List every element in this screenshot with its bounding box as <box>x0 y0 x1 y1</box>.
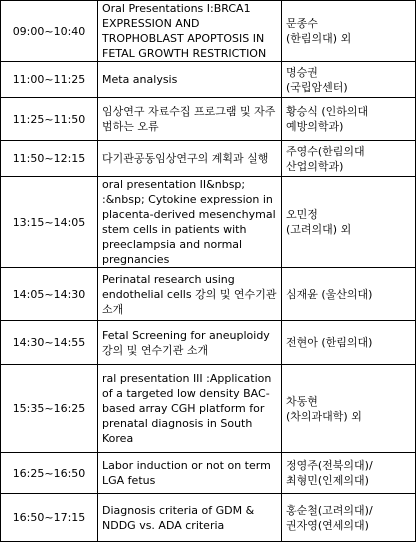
time-text: 11:00~11:25 <box>12 73 86 86</box>
time-text: 15:35~16:25 <box>12 402 86 415</box>
speaker-text: 차동현 (차의과대학) 외 <box>286 394 362 423</box>
time-text: 11:25~11:50 <box>12 112 86 126</box>
time-cell <box>1 141 98 177</box>
speaker-cell <box>282 98 416 141</box>
speaker-cell <box>282 453 416 494</box>
title-cell <box>98 494 282 542</box>
table-row <box>1 98 416 141</box>
time-text: 14:30~14:55 <box>12 336 86 349</box>
time-cell <box>1 494 98 542</box>
title-cell <box>98 453 282 494</box>
table-row <box>1 1 416 62</box>
title-cell <box>98 1 282 62</box>
speaker-cell <box>282 62 416 98</box>
table-row <box>1 141 416 177</box>
time-text: 16:50~17:15 <box>12 511 86 524</box>
title-text: oral presentation II&nbsp; :&nbsp; Cytokine expression in placenta-derived mesenchymal stem cells in patients with preeclampsia and normal pregnancies <box>102 178 276 266</box>
speaker-cell <box>282 268 416 321</box>
speaker-cell <box>282 365 416 453</box>
time-text: 14:05~14:30 <box>12 287 86 301</box>
table-row <box>1 177 416 268</box>
title-text: ral presentation III :Application of a targeted low density BAC-based array CGH platform for prenatal diagnosis in South Korea <box>102 372 272 445</box>
speaker-text: 황승식 (인하의대 예방의학과) <box>286 105 369 133</box>
table-row <box>1 453 416 494</box>
table-row <box>1 62 416 98</box>
title-text: Labor induction or not on term LGA fetus <box>102 459 271 487</box>
time-cell <box>1 98 98 141</box>
title-cell <box>98 321 282 365</box>
time-text: 16:25~16:50 <box>12 466 86 480</box>
title-text: Meta analysis <box>102 73 178 86</box>
table-row <box>1 321 416 365</box>
table-row <box>1 494 416 542</box>
title-cell <box>98 268 282 321</box>
speaker-text: 홍순철(고려의대)/ 권자영(연세의대) <box>286 503 373 532</box>
title-cell <box>98 365 282 453</box>
time-text: 13:15~14:05 <box>12 215 86 229</box>
time-cell <box>1 365 98 453</box>
title-text: 다기관공동임상연구의 계획과 실행 <box>102 152 269 165</box>
title-text: Diagnosis criteria of GDM & NDDG vs. ADA criteria <box>102 503 255 532</box>
title-cell <box>98 177 282 268</box>
title-text: Oral Presentations Ⅰ:BRCA1 EXPRESSION AND TROPHOBLAST APOPTOSIS IN FETAL GROWTH RESTRICTION <box>102 2 267 60</box>
speaker-text: 문종수 (한림의대) 외 <box>286 17 352 45</box>
time-cell <box>1 321 98 365</box>
speaker-text: 오민정 (고려의대) 외 <box>286 208 352 236</box>
time-cell <box>1 177 98 268</box>
speaker-text: 명승권 (국립암센터) <box>286 65 348 94</box>
time-cell <box>1 1 98 62</box>
title-text: Fetal Screening for aneuploidy 강의 및 연수기관 소개 <box>102 328 270 357</box>
table-row <box>1 365 416 453</box>
title-text: Perinatal research using endothelial cells 강의 및 연수기관 소개 <box>102 272 277 316</box>
speaker-text: 주영수(한림의대 산업의학과) <box>286 144 365 173</box>
speaker-text: 정영주(전북의대)/ 최형민(인제의대) <box>286 459 373 487</box>
title-cell <box>98 62 282 98</box>
title-text: 임상연구 자료수집 프로그램 및 자주 범하는 오류 <box>102 105 276 133</box>
time-cell <box>1 268 98 321</box>
time-text: 11:50~12:15 <box>12 152 86 165</box>
time-cell <box>1 453 98 494</box>
time-text: 09:00~10:40 <box>12 24 86 38</box>
speaker-text: 전현아 (한림의대) <box>286 336 373 349</box>
speaker-cell <box>282 141 416 177</box>
speaker-cell <box>282 1 416 62</box>
speaker-cell <box>282 177 416 268</box>
speaker-text: 심재윤 (울산의대) <box>286 287 373 301</box>
title-cell <box>98 141 282 177</box>
title-cell <box>98 98 282 141</box>
time-cell <box>1 62 98 98</box>
speaker-cell <box>282 321 416 365</box>
speaker-cell <box>282 494 416 542</box>
table-row <box>1 268 416 321</box>
